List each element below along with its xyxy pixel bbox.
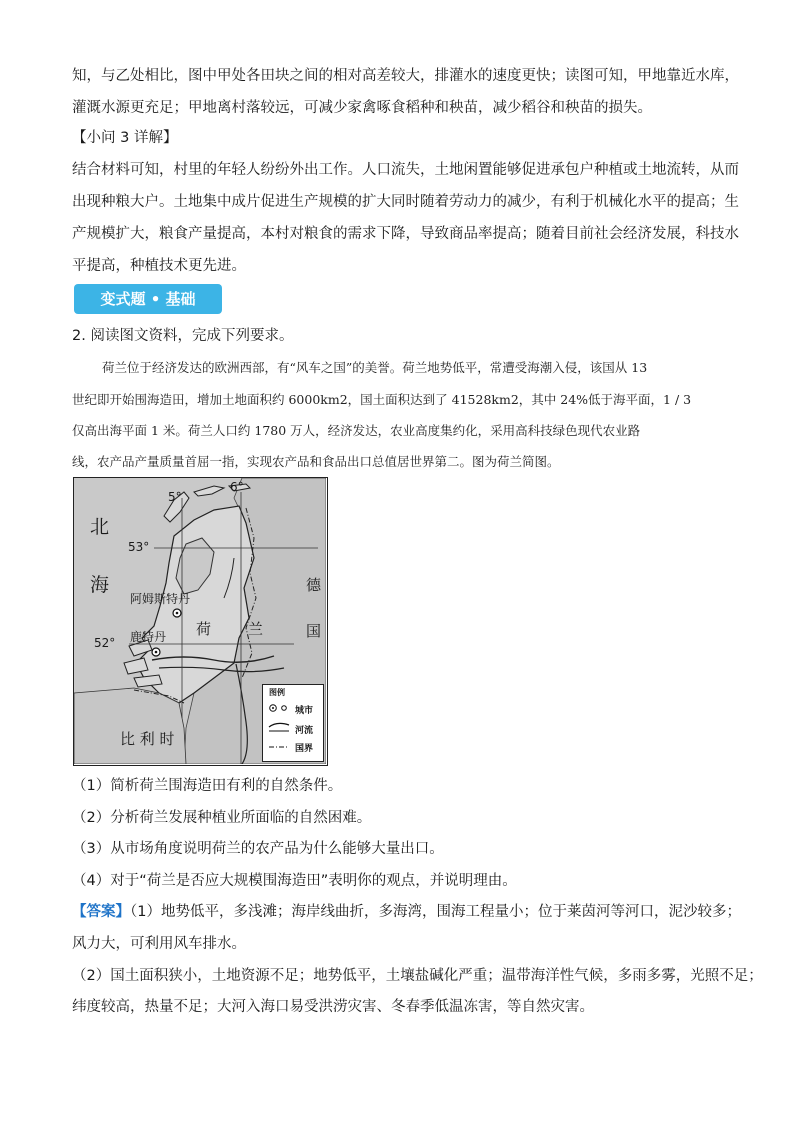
material-line: 世纪即开始围海造田，增加土地面积约 6000km2，国土面积达到了 41528km2，其中 24%低于海平面，1 / 3: [72, 392, 692, 407]
north-sea-label-2: 海: [90, 574, 110, 596]
paragraph-line: 平提高，种植技术更先进。: [72, 258, 246, 274]
legend-city-label: 城市: [295, 706, 314, 716]
delft-label: 鹿特丹: [130, 630, 167, 644]
paragraph-line: 结合材料可知，村里的年轻人纷纷外出工作。人口流失，土地闲置能够促进承包户种植或土地流转，从而: [72, 162, 739, 178]
netherlands-label-2: 兰: [248, 620, 264, 638]
netherlands-label-1: 荷: [196, 620, 212, 638]
sub-question: （2）分析荷兰发展种植业所面临的自然困难。: [72, 810, 372, 826]
legend-symbols: [267, 701, 291, 761]
answer-line: 风力大，可利用风车排水。: [72, 936, 246, 952]
legend-river-label: 河流: [295, 726, 314, 736]
answer-line: （2）国土面积狭小，土地资源不足；地势低平，土壤盐碱化严重；温带海洋性气候，多雨多雾，光照不足；: [72, 968, 763, 984]
legend-title: 图例: [269, 688, 285, 697]
amsterdam-label: 阿姆斯特丹: [130, 592, 191, 606]
material-line: 荷兰位于经济发达的欧洲西部，有“风车之国”的美誉。荷兰地势低平，常遭受海潮入侵，该国从 13: [102, 360, 648, 375]
paragraph-line: 知，与乙处相比，图中甲处各田块之间的相对高差较大，排灌水的速度更快；读图可知，甲地靠近水库，: [72, 68, 739, 84]
material-line: 线，农产品产量质量首屈一指，实现农产品和食品出口总值居世界第二。图为荷兰简图。: [72, 454, 560, 469]
subheading: 【小问 3 详解】: [72, 130, 178, 146]
north-sea-label-1: 北: [90, 516, 110, 538]
germany-label-1: 德: [306, 576, 322, 594]
sub-question: （4）对于“荷兰是否应大规模围海造田”表明你的观点，并说明理由。: [72, 873, 517, 889]
material-line: 仅高出海平面 1 米。荷兰人口约 1780 万人，经济发达，农业高度集约化，采用高科技绿色现代农业路: [72, 423, 641, 438]
answer-line: [72, 902, 741, 922]
legend-river-icon: [269, 723, 289, 727]
paragraph-line: 灌溉水源更充足；甲地离村落较远，可减少家禽啄食稻种和秧苗，减少稻谷和秧苗的损失。: [72, 100, 652, 116]
variant-badge: 变式题 • 基础: [74, 284, 222, 314]
netherlands-map: [73, 477, 328, 766]
belgium-land: [74, 688, 186, 764]
answer-line: 纬度较高，热量不足；大河入海口易受洪涝灾害、冬春季低温冻害，等自然灾害。: [72, 999, 594, 1015]
lat-53-label: 53°: [128, 540, 150, 554]
sub-question: （1）简析荷兰围海造田有利的自然条件。: [72, 778, 343, 794]
lon-5-label: 5°: [168, 490, 182, 504]
lat-52-label: 52°: [94, 636, 116, 650]
legend-border-label: 国界: [295, 744, 314, 754]
sub-question: （3）从市场角度说明荷兰的农产品为什么能够大量出口。: [72, 841, 444, 857]
answer-tag: 【答案】: [72, 904, 130, 920]
paragraph-line: 出现种粮大户。土地集中成片促进生产规模的扩大同时随着劳动力的减少，有利于机械化水平的提高；生: [72, 194, 739, 210]
belgium-label: 比 利 时: [120, 730, 175, 748]
germany-label-2: 国: [306, 622, 322, 640]
answer-text: （1）地势低平，多浅滩；海岸线曲折，多海湾，围海工程量小；位于莱茵河等河口，泥沙较多；: [130, 904, 741, 920]
map-legend: [262, 684, 324, 762]
question-header: 2. 阅读图文资料，完成下列要求。: [72, 328, 294, 344]
lon-6-label: 6°: [230, 480, 244, 494]
paragraph-line: 产规模扩大，粮食产量提高，本村对粮食的需求下降，导致商品率提高；随着目前社会经济发展，科技水: [72, 226, 739, 242]
